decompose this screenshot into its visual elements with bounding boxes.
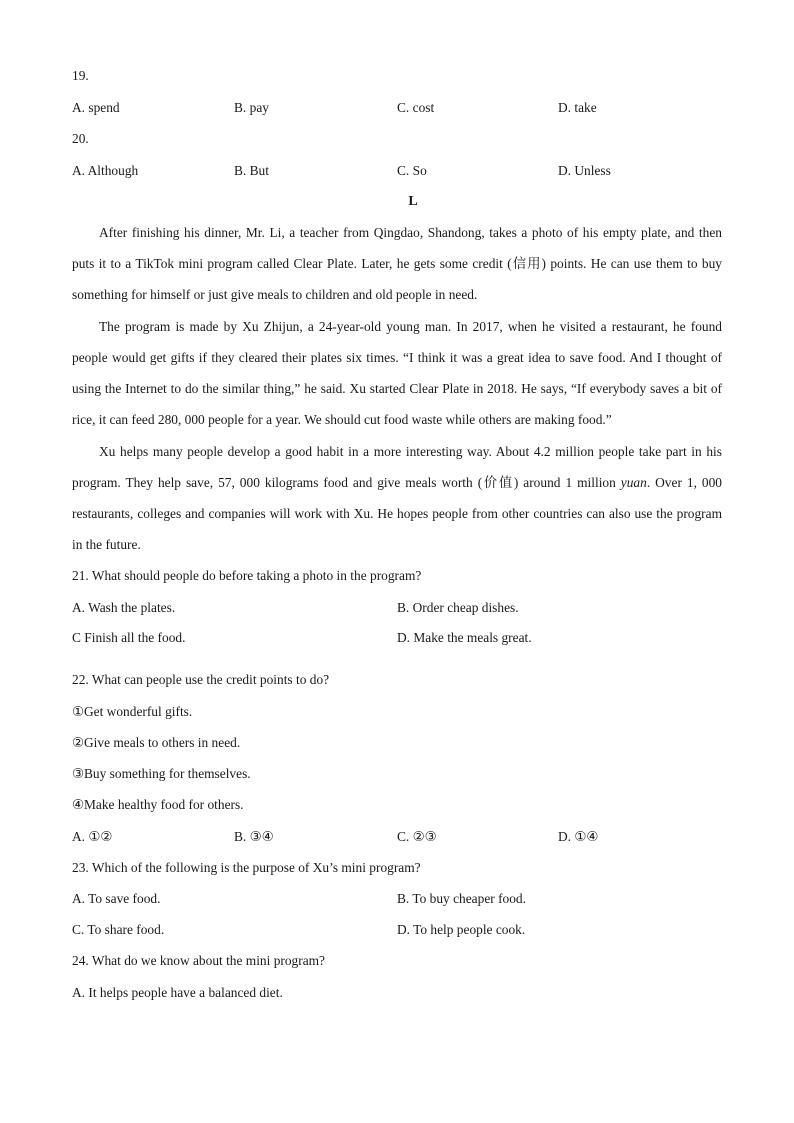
document-page: [72, 0, 722, 1123]
q23-option-c: C. To share food.: [72, 922, 165, 937]
question-21-stem: 21. What should people do before taking a photo in the program?: [72, 568, 422, 583]
question-20-number: 20.: [72, 131, 89, 146]
q19-option-a: A. spend: [72, 100, 120, 115]
passage-paragraph-2: The program is made by Xu Zhijun, a 24-year-old young man. In 2017, when he visited a restaurant, he found people would get gifts if they cleared their plates six times. “I think it was a great idea to save food. And I thought of using the Internet to do the similar thing,” he said. Xu started Clear Plate in 2018. He says, “If everybody saves a bit of rice, it can feed 280, 000 people for a year. We should cut food waste while others are making food.”: [72, 319, 722, 427]
q22-option-b: B. ③④: [234, 829, 274, 844]
q20-option-a: A. Although: [72, 163, 139, 178]
q22-item-2: ②Give meals to others in need.: [72, 735, 241, 750]
q20-option-d: D. Unless: [558, 163, 611, 178]
q22-item-1: ①Get wonderful gifts.: [72, 704, 193, 719]
q21-option-a: A. Wash the plates.: [72, 600, 176, 615]
question-24-stem: 24. What do we know about the mini program?: [72, 953, 326, 968]
q19-option-c: C. cost: [397, 100, 435, 115]
section-title: L: [408, 194, 418, 209]
passage-paragraph-3: Xu helps many people develop a good habit in a more interesting way. About 4.2 million people take part in his program. They help save, 57, 000 kilograms food and give meals worth (价值) around 1 million yuan. Over 1, 000 restaurants, colleges and companies will work with Xu. He hopes people from other countries can also use the program in the future.: [72, 444, 722, 552]
q19-option-b: B. pay: [234, 100, 269, 115]
question-22-stem: 22. What can people use the credit points to do?: [72, 672, 330, 687]
passage-paragraph-1: After finishing his dinner, Mr. Li, a teacher from Qingdao, Shandong, takes a photo of his empty plate, and then puts it to a TikTok mini program called Clear Plate. Later, he gets some credit (信用) points. He can use them to buy something for himself or just give meals to children and old people in need.: [72, 225, 722, 302]
q22-item-3: ③Buy something for themselves.: [72, 766, 251, 781]
question-23-stem: 23. Which of the following is the purpose of Xu’s mini program?: [72, 860, 421, 875]
q23-option-a: A. To save food.: [72, 891, 161, 906]
q21-option-d: D. Make the meals great.: [397, 630, 532, 645]
q23-option-b: B. To buy cheaper food.: [397, 891, 526, 906]
q24-option-a: A. It helps people have a balanced diet.: [72, 985, 283, 1000]
q22-option-c: C. ②③: [397, 829, 437, 844]
q22-item-4: ④Make healthy food for others.: [72, 797, 244, 812]
q20-option-b: B. But: [234, 163, 269, 178]
q22-option-d: D. ①④: [558, 829, 599, 844]
question-19-number: 19.: [72, 68, 89, 83]
q20-option-c: C. So: [397, 163, 427, 178]
q21-option-c: C Finish all the food.: [72, 630, 186, 645]
q19-option-d: D. take: [558, 100, 597, 115]
q23-option-d: D. To help people cook.: [397, 922, 526, 937]
q22-option-a: A. ①②: [72, 829, 113, 844]
q21-option-b: B. Order cheap dishes.: [397, 600, 519, 615]
currency-word: yuan: [620, 475, 647, 490]
